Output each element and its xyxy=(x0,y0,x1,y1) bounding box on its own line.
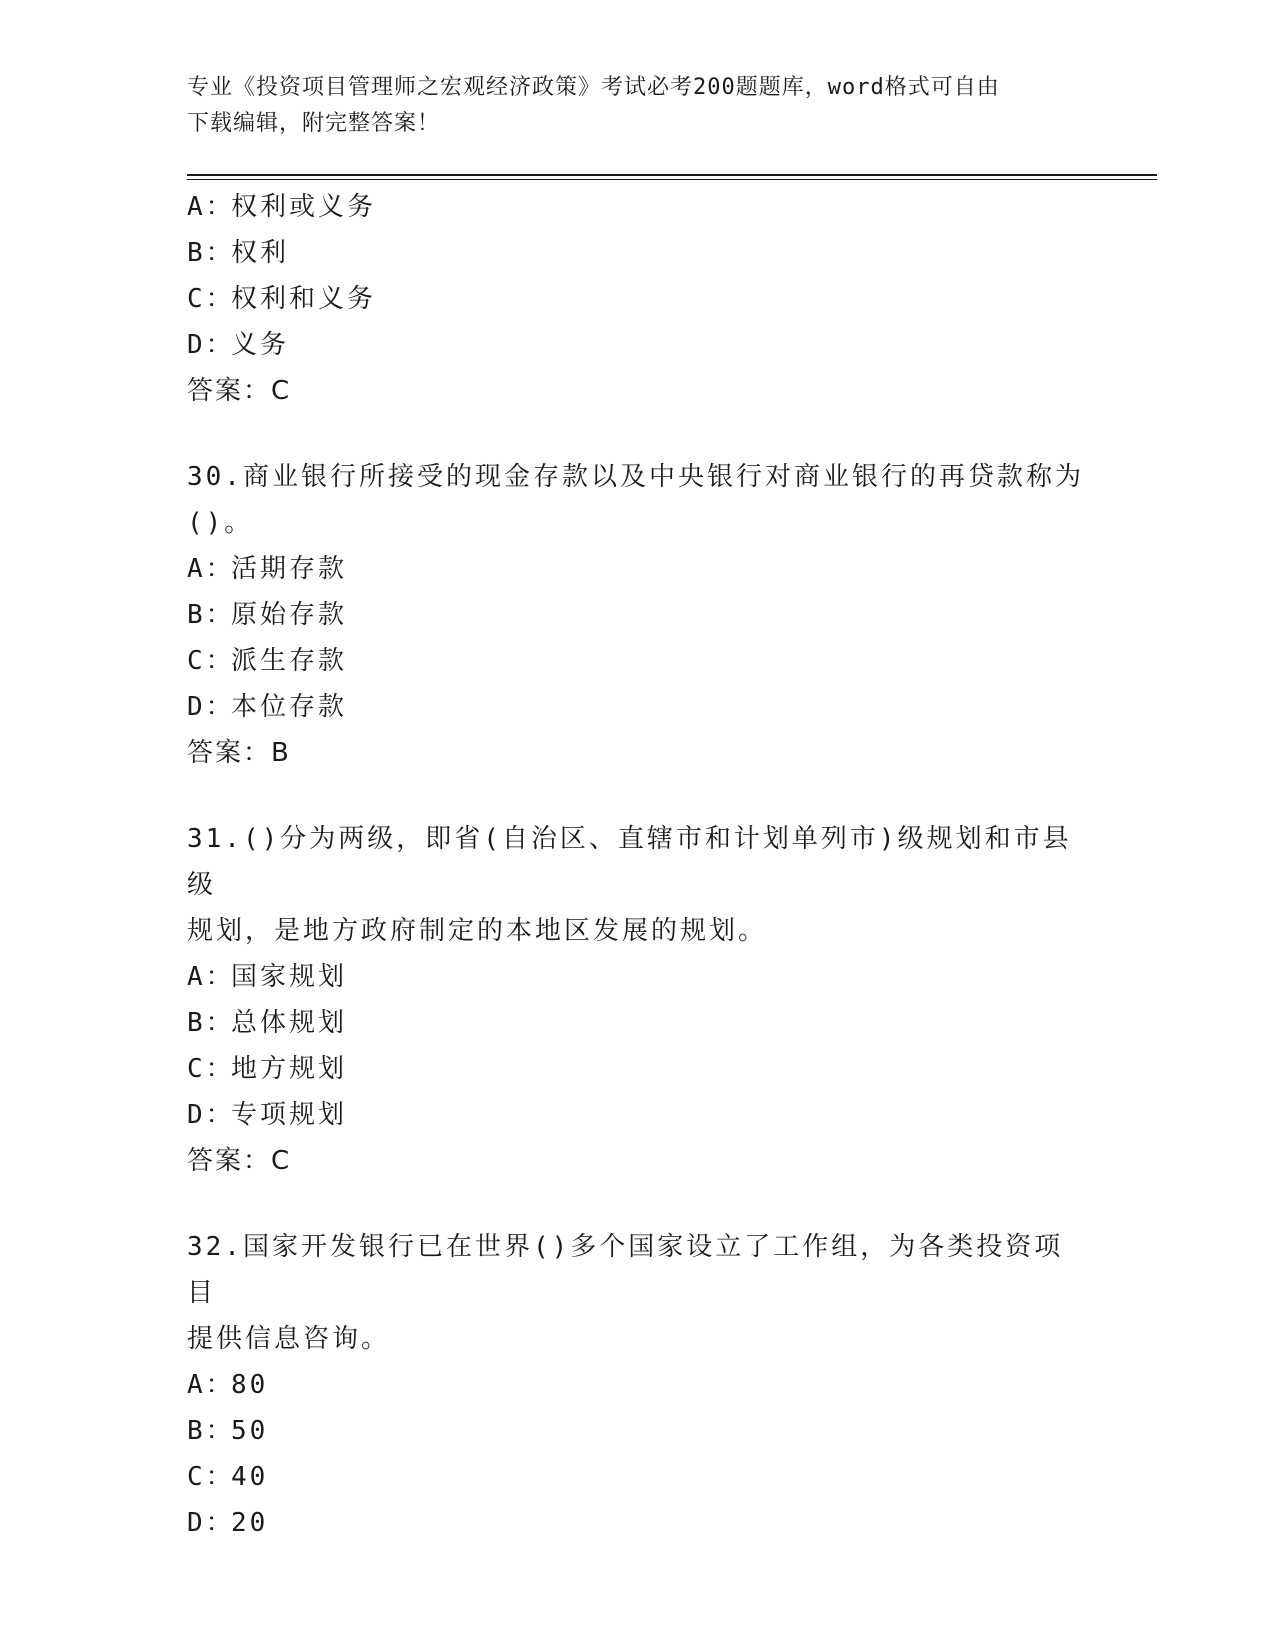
option-letter: C： xyxy=(187,646,235,676)
option-text: 权利或义务 xyxy=(231,192,377,222)
answer-line: 答案：C xyxy=(187,1146,292,1176)
option-b xyxy=(187,1000,1157,1046)
answer-line: 答案：B xyxy=(187,738,291,768)
option-letter: B： xyxy=(187,1416,235,1446)
option-b xyxy=(187,592,1157,638)
option-letter: D： xyxy=(187,330,235,360)
option-letter: A： xyxy=(187,554,235,584)
header-line-2: 下载编辑，附完整答案！ xyxy=(187,111,441,136)
option-a xyxy=(187,954,1157,1000)
option-letter: C： xyxy=(187,1462,235,1492)
question-31 xyxy=(187,816,1157,1184)
option-text: 派生存款 xyxy=(231,646,348,676)
option-a xyxy=(187,1362,1157,1408)
option-text: 本位存款 xyxy=(231,692,348,722)
option-text: 40 xyxy=(231,1462,269,1492)
option-d xyxy=(187,322,1157,368)
question-text-line-1: 30.商业银行所接受的现金存款以及中央银行对商业银行的再贷款称为 xyxy=(187,462,1084,492)
header-line-1: 专业《投资项目管理师之宏观经济政策》考试必考200题题库，word格式可自由 xyxy=(187,75,1000,100)
option-c xyxy=(187,276,1157,322)
header-divider xyxy=(187,174,1157,180)
option-text: 总体规划 xyxy=(231,1008,348,1038)
document-header xyxy=(187,70,1157,142)
document-page xyxy=(187,70,1157,1546)
option-d xyxy=(187,1092,1157,1138)
option-letter: D： xyxy=(187,692,235,722)
option-d xyxy=(187,1500,1157,1546)
option-text: 原始存款 xyxy=(231,600,348,630)
option-text: 义务 xyxy=(231,330,290,360)
option-text: 活期存款 xyxy=(231,554,348,584)
option-a xyxy=(187,184,1157,230)
option-text: 权利 xyxy=(231,238,290,268)
option-c xyxy=(187,638,1157,684)
question-text-line-2: 规划，是地方政府制定的本地区发展的规划。 xyxy=(187,916,768,946)
option-c xyxy=(187,1454,1157,1500)
question-text-line-2: ()。 xyxy=(187,508,254,538)
option-letter: D： xyxy=(187,1508,235,1538)
answer-line: 答案：C xyxy=(187,376,292,406)
option-text: 国家规划 xyxy=(231,962,348,992)
option-text: 20 xyxy=(231,1508,269,1538)
option-text: 80 xyxy=(231,1370,269,1400)
option-letter: C： xyxy=(187,284,235,314)
continued-question xyxy=(187,184,1157,414)
question-30 xyxy=(187,454,1157,776)
option-letter: A： xyxy=(187,962,235,992)
option-letter: C： xyxy=(187,1054,235,1084)
option-text: 权利和义务 xyxy=(231,284,377,314)
option-letter: A： xyxy=(187,192,235,222)
option-letter: D： xyxy=(187,1100,235,1130)
question-32 xyxy=(187,1224,1157,1546)
option-b xyxy=(187,1408,1157,1454)
question-text-line-1: 32.国家开发银行已在世界()多个国家设立了工作组，为各类投资项目 xyxy=(187,1232,1064,1308)
option-d xyxy=(187,684,1157,730)
question-text-line-2: 提供信息咨询。 xyxy=(187,1324,391,1354)
option-letter: B： xyxy=(187,238,235,268)
option-letter: B： xyxy=(187,1008,235,1038)
option-text: 50 xyxy=(231,1416,269,1446)
option-text: 地方规划 xyxy=(231,1054,348,1084)
option-letter: B： xyxy=(187,600,235,630)
option-a xyxy=(187,546,1157,592)
option-c xyxy=(187,1046,1157,1092)
option-b xyxy=(187,230,1157,276)
question-text-line-1: 31.()分为两级，即省(自治区、直辖市和计划单列市)级规划和市县级 xyxy=(187,824,1072,900)
option-letter: A： xyxy=(187,1370,235,1400)
option-text: 专项规划 xyxy=(231,1100,348,1130)
